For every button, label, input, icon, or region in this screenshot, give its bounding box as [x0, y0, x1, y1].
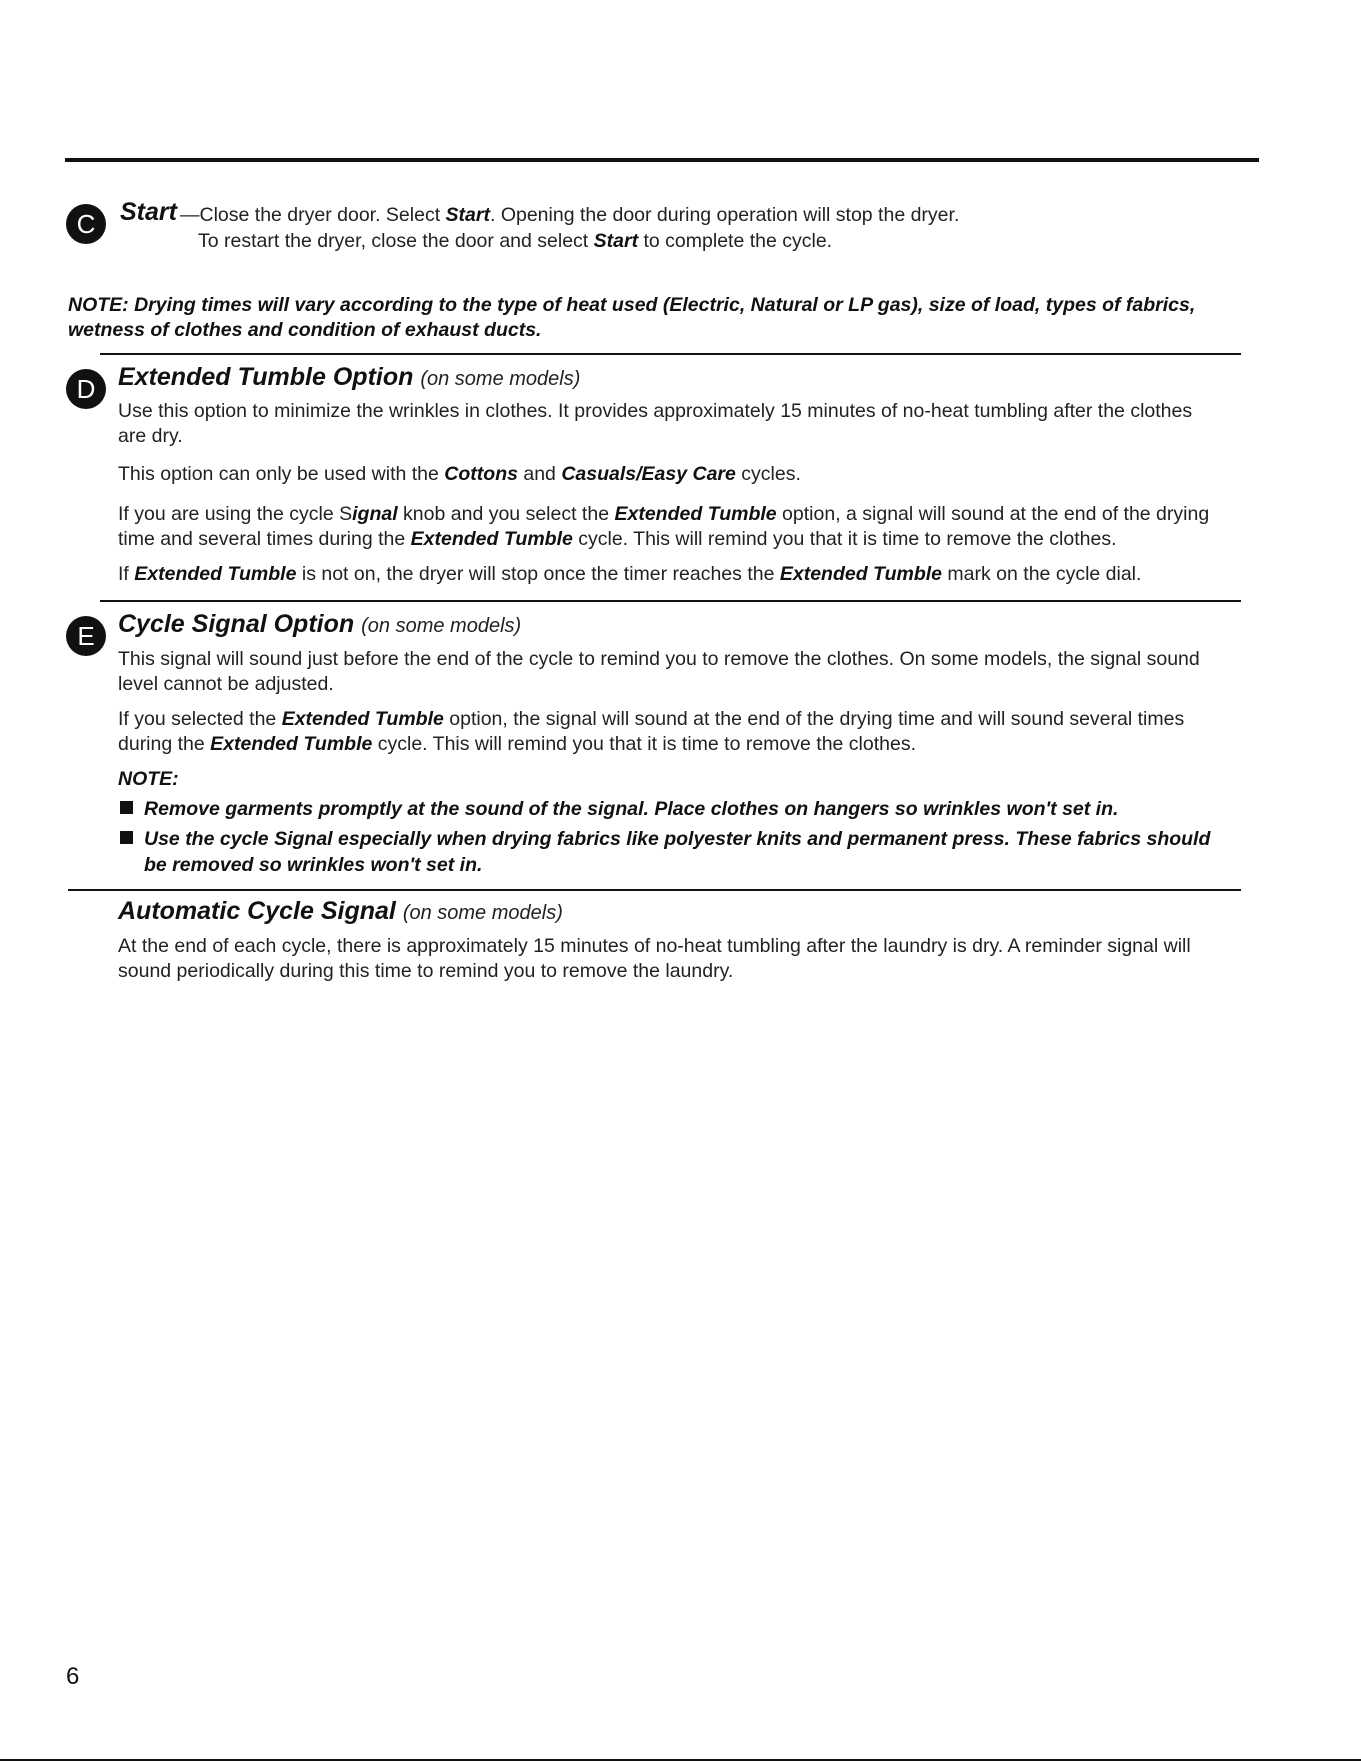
cycle-signal-p2-line-2: during the Extended Tumble cycle. This will remind you that it is time to remove the clothes.: [118, 733, 917, 755]
section-e-badge: E: [66, 616, 106, 656]
automatic-cycle-signal-line-1: At the end of each cycle, there is approximately 15 minutes of no-heat tumbling after the laundry is dry. A reminder signal will: [118, 935, 1191, 957]
divider-3: [68, 889, 1241, 891]
cycle-signal-bullet-1: Remove garments promptly at the sound of the signal. Place clothes on hangers so wrinkles won't set in.: [120, 797, 1118, 822]
automatic-cycle-signal-subtitle: (on some models): [402, 902, 563, 924]
cycle-signal-subtitle: (on some models): [361, 615, 522, 637]
automatic-cycle-signal-title: Automatic Cycle Signal (on some models): [118, 897, 563, 925]
extended-p1-line-1: Use this option to minimize the wrinkles in clothes. It provides approximately 15 minutes of no-heat tumbling after the clothes: [118, 400, 1193, 422]
extended-tumble-subtitle: (on some models): [420, 368, 581, 390]
cycle-signal-bullet-2-line-1: Use the cycle Signal especially when drying fabrics like polyester knits and permanent press. These fabrics should: [120, 827, 1210, 852]
cycle-signal-p1-line-1: This signal will sound just before the end of the cycle to remind you to remove the clothes. On some models, the signal sound: [118, 648, 1200, 670]
bullet-square-icon: [120, 801, 133, 814]
cycle-signal-note-label: NOTE:: [118, 768, 179, 790]
extended-p3-line-2: time and several times during the Extended Tumble cycle. This will remind you that it is time to remove the clothes.: [118, 528, 1117, 550]
cycle-signal-bullet-2-line-2: be removed so wrinkles won't set in.: [144, 854, 483, 876]
extended-p2: This option can only be used with the Cottons and Casuals/Easy Care cycles.: [118, 463, 801, 485]
start-title: Start: [120, 198, 177, 226]
section-c-badge: C: [66, 204, 106, 244]
extended-tumble-title: Extended Tumble Option (on some models): [118, 363, 581, 391]
extended-p3-line-1: If you are using the cycle Signal knob and you select the Extended Tumble option, a signal will sound at the end of the drying: [118, 503, 1210, 525]
cycle-signal-p2-line-1: If you selected the Extended Tumble option, the signal will sound at the end of the drying time and will sound several times: [118, 708, 1185, 730]
extended-p4: If Extended Tumble is not on, the dryer will stop once the timer reaches the Extended Tumble mark on the cycle dial.: [118, 563, 1142, 585]
cycle-signal-p1-line-2: level cannot be adjusted.: [118, 673, 334, 695]
section-d-badge: D: [66, 369, 106, 409]
cycle-signal-title: Cycle Signal Option (on some models): [118, 610, 522, 638]
top-rule: [65, 158, 1259, 162]
start-line-1: —Close the dryer door. Select Start. Opening the door during operation will stop the dryer.: [180, 204, 960, 226]
bullet-square-icon: [120, 831, 133, 844]
drying-times-note-line-1: NOTE: Drying times will vary according to the type of heat used (Electric, Natural or LP gas), size of load, types of fabrics,: [68, 294, 1196, 316]
drying-times-note-line-2: wetness of clothes and condition of exhaust ducts.: [68, 319, 542, 341]
automatic-cycle-signal-line-2: sound periodically during this time to remind you to remove the laundry.: [118, 960, 734, 982]
start-line-2: To restart the dryer, close the door and select Start to complete the cycle.: [198, 230, 833, 252]
divider-2: [100, 600, 1241, 602]
divider-1: [100, 353, 1241, 355]
extended-p1-line-2: are dry.: [118, 425, 183, 447]
page-number: 6: [66, 1663, 80, 1690]
